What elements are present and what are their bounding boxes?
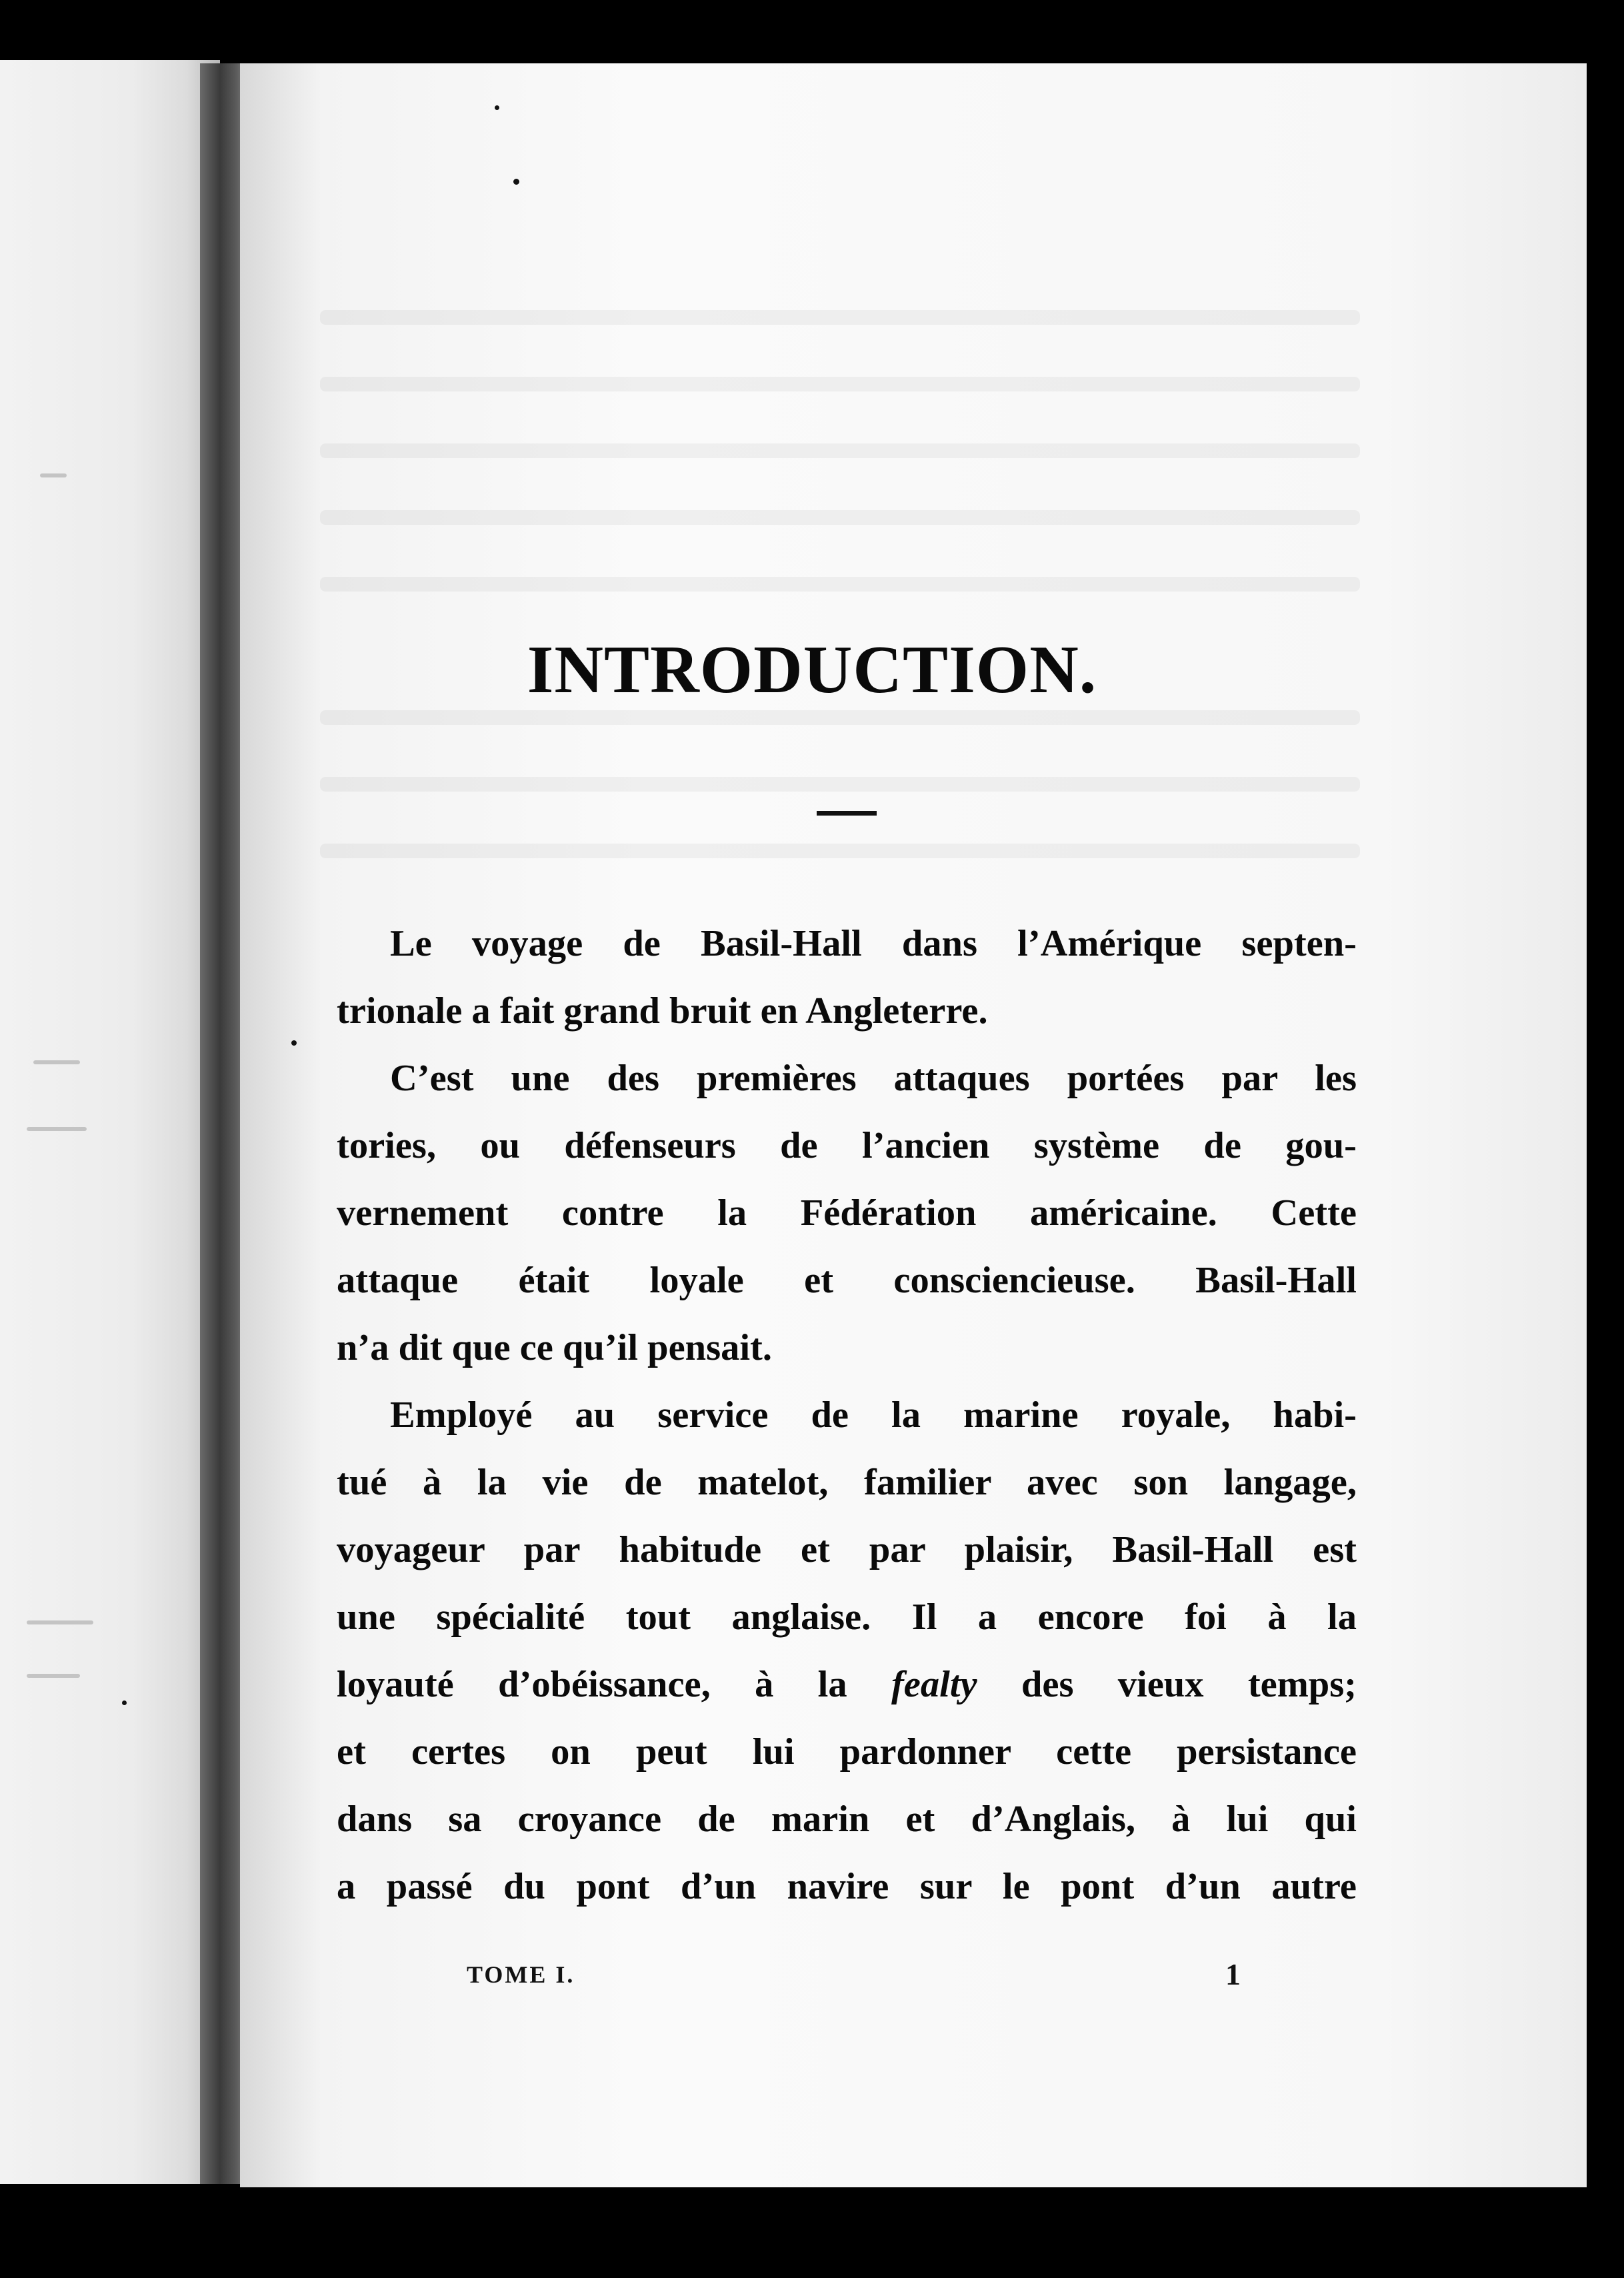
bleed-mark (27, 1620, 93, 1624)
title-rule (817, 811, 877, 816)
show-through-line (320, 377, 1360, 391)
text-line: n’a dit que ce qu’il pensait. (337, 1327, 772, 1368)
show-through-line (320, 443, 1360, 458)
show-through-line (320, 577, 1360, 592)
bleed-mark (27, 1674, 80, 1678)
show-through-line (320, 777, 1360, 792)
text-line: vernement contre la Fédération américaine. Cette (337, 1192, 1357, 1234)
speck (122, 1700, 127, 1705)
bleed-mark (33, 1060, 80, 1064)
page-title: INTRODUCTION. (527, 632, 1097, 708)
text-line: dans sa croyance de marin et d’Anglais, à lui qui (337, 1799, 1357, 1840)
signature-mark: TOME I. (467, 1961, 575, 1988)
speck (291, 1040, 297, 1046)
text-line: voyageur par habitude et par plaisir, Basil-Hall est (337, 1529, 1357, 1570)
paragraph (337, 1382, 1357, 1921)
left-page-edge (0, 60, 220, 2184)
speck (513, 179, 519, 185)
text-line: a passé du pont d’un navire sur le pont d’un autre (337, 1866, 1357, 1907)
scan-border (1587, 60, 1624, 2194)
page-number: 1 (1225, 1957, 1241, 1991)
text-line: une spécialité tout anglaise. Il a encore foi à la (337, 1596, 1357, 1638)
text-line: attaque était loyale et consciencieuse. Basil-Hall (337, 1260, 1357, 1301)
text-line: loyauté d’obéissance, à la fealty des vieux temps; (337, 1664, 1357, 1705)
speck (495, 105, 499, 110)
show-through-line (320, 844, 1360, 858)
paragraph (337, 1045, 1357, 1382)
text-line: tories, ou défenseurs de l’ancien système de gou- (337, 1125, 1357, 1166)
text-line: C’est une des premières attaques portées par les (390, 1058, 1357, 1099)
body-text (337, 910, 1357, 1921)
text-line: Employé au service de la marine royale, habi- (390, 1394, 1357, 1436)
emphasized-word: fealty (891, 1664, 977, 1705)
paragraph (337, 910, 1357, 1045)
page-footer (0, 1957, 1624, 2007)
bleed-mark (40, 473, 67, 477)
bleed-mark (27, 1127, 87, 1131)
show-through-line (320, 310, 1360, 325)
show-through-line (320, 710, 1360, 725)
text-line: tué à la vie de matelot, familier avec son langage, (337, 1462, 1357, 1503)
text-line: Le voyage de Basil-Hall dans l’Amérique septen- (390, 923, 1357, 964)
text-line: et certes on peut lui pardonner cette persistance (337, 1731, 1357, 1773)
text-line: trionale a fait grand bruit en Angleterre. (337, 990, 988, 1032)
show-through-line (320, 510, 1360, 525)
